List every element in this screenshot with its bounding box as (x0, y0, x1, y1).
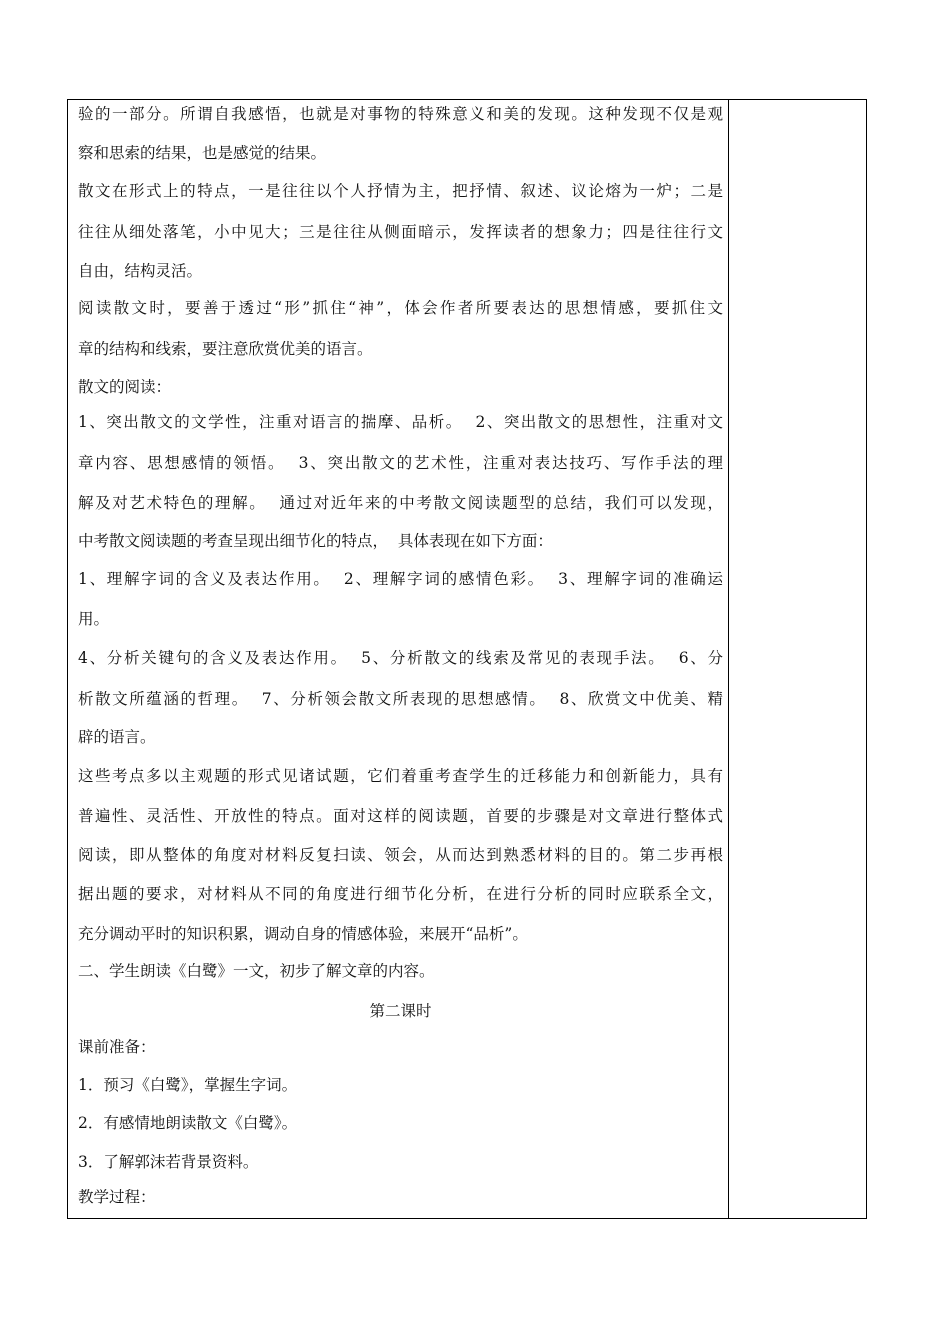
text-line: 章内容、思想感情的领悟。 3、突出散文的艺术性，注重对表达技巧、写作手法的理 (78, 454, 723, 472)
text-line: 2．有感情地朗读散文《白鹭》。 (78, 1114, 298, 1132)
text-line: 课前准备： (78, 1038, 156, 1056)
text-line: 4、分析关键句的含义及表达作用。 5、分析散文的线索及常见的表现手法。 6、分 (78, 649, 723, 667)
text-line: 3．了解郭沫若背景资料。 (78, 1153, 259, 1171)
text-line: 普遍性、灵活性、开放性的特点。面对这样的阅读题，首要的步骤是对文章进行整体式 (78, 807, 723, 825)
text-line: 解及对艺术特色的理解。 通过对近年来的中考散文阅读题型的总结，我们可以发现， (78, 494, 723, 512)
text-line: 往往从细处落笔，小中见大；三是往往从侧面暗示，发挥读者的想象力；四是往往行文 (78, 223, 723, 241)
text-line: 1、突出散文的文学性，注重对语言的揣摩、品析。 2、突出散文的思想性，注重对文 (78, 413, 723, 431)
text-line: 据出题的要求，对材料从不同的角度进行细节化分析，在进行分析的同时应联系全文， (78, 885, 723, 903)
text-line: 中考散文阅读题的考查呈现出细节化的特点， 具体表现在如下方面： (78, 532, 553, 550)
text-line: 散文在形式上的特点，一是往往以个人抒情为主，把抒情、叙述、议论熔为一炉；二是 (78, 182, 723, 200)
text-line: 用。 (78, 610, 110, 628)
text-line: 阅读，即从整体的角度对材料反复扫读、领会，从而达到熟悉材料的目的。第二步再根 (78, 846, 723, 864)
text-line: 散文的阅读： (78, 378, 172, 396)
text-line: 察和思索的结果，也是感觉的结果。 (78, 144, 327, 162)
text-line: 析散文所蕴涵的哲理。 7、分析领会散文所表现的思想感情。 8、欣赏文中优美、精 (78, 690, 723, 708)
lesson-table (67, 99, 867, 1219)
text-line: 自由，结构灵活。 (78, 262, 203, 280)
text-line: 验的一部分。所谓自我感悟，也就是对事物的特殊意义和美的发现。这种发现不仅是观 (78, 105, 723, 123)
section-heading: 第二课时 (369, 1002, 432, 1020)
text-line: 二、学生朗读《白鹭》一文，初步了解文章的内容。 (78, 962, 435, 980)
text-line: 充分调动平时的知识积累，调动自身的情感体验，来展开“品析”。 (78, 925, 528, 943)
text-line: 1．预习《白鹭》，掌握生字词。 (78, 1076, 298, 1094)
notes-cell (729, 100, 866, 1218)
text-line: 这些考点多以主观题的形式见诸试题，它们着重考查学生的迁移能力和创新能力，具有 (78, 767, 723, 785)
text-line: 教学过程： (78, 1188, 156, 1206)
text-line: 阅读散文时，要善于透过“形”抓住“神”，体会作者所要表达的思想情感，要抓住文 (78, 299, 723, 317)
text-line: 章的结构和线索，要注意欣赏优美的语言。 (78, 340, 373, 358)
text-line: 辟的语言。 (78, 728, 156, 746)
text-line: 1、理解字词的含义及表达作用。 2、理解字词的感情色彩。 3、理解字词的准确运 (78, 570, 723, 588)
